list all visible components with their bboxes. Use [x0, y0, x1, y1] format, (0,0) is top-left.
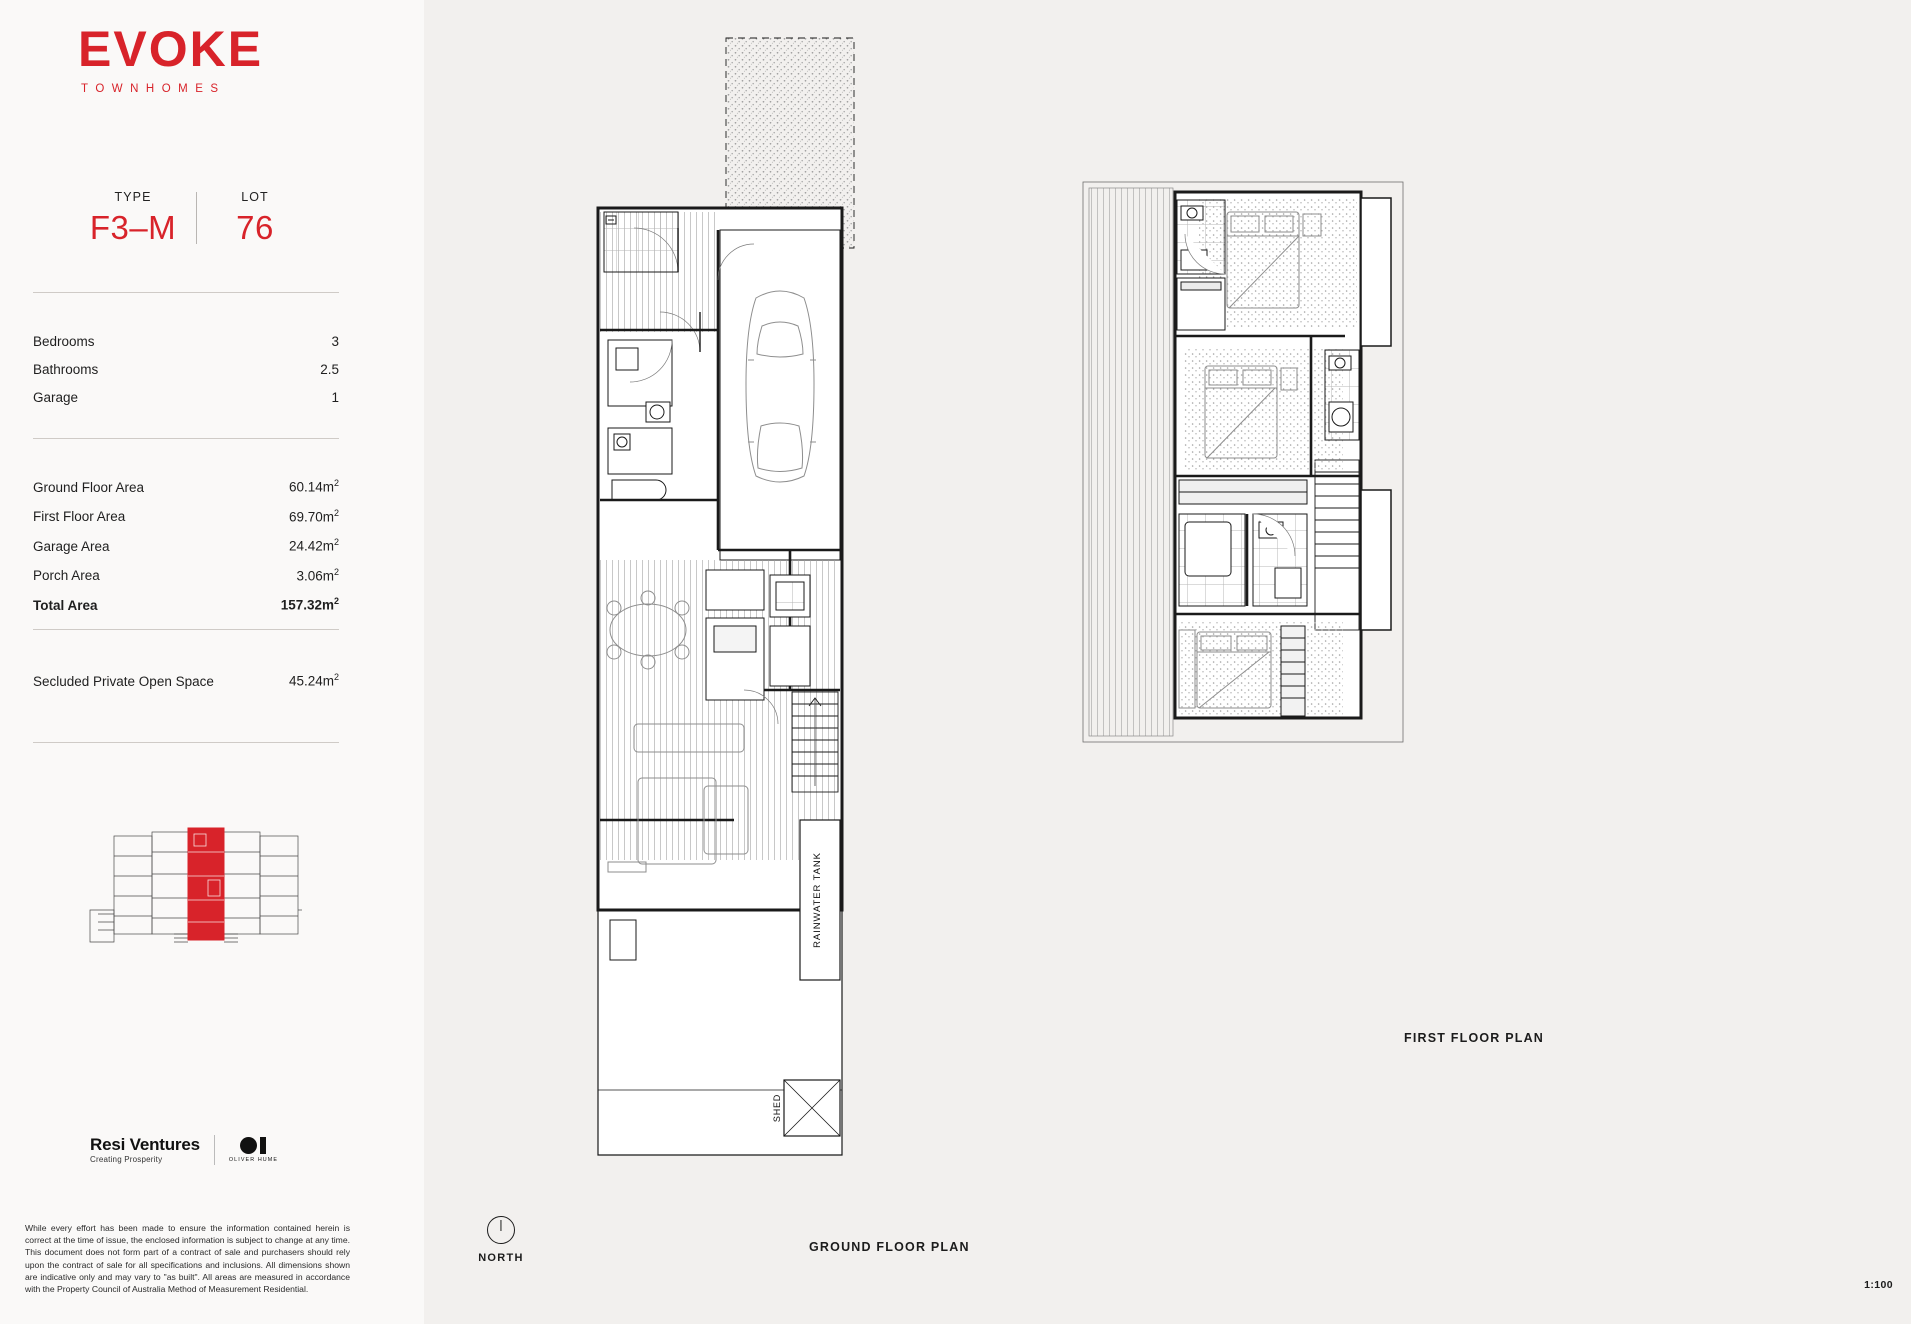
oliver-hume-logo — [229, 1137, 278, 1163]
spec-value: 2.5 — [320, 362, 339, 377]
area-row — [33, 537, 339, 554]
scale-label: 1:100 — [1864, 1279, 1893, 1291]
area-value: $24.42m^2$ — [288, 537, 339, 554]
divider-1 — [33, 292, 339, 293]
first-floor-plan-drawing — [1079, 170, 1409, 790]
lot-block — [205, 190, 305, 244]
partner-divider — [214, 1135, 215, 1165]
lot-value: 76 — [236, 209, 274, 246]
spec-list — [33, 334, 339, 418]
area-row — [33, 567, 339, 584]
spec-row — [33, 362, 339, 377]
oliver-hume-name: OLIVER HUME — [228, 1157, 279, 1163]
type-lot-header — [78, 190, 328, 244]
spec-label: Bedrooms — [33, 334, 95, 349]
total-area-row — [33, 596, 339, 613]
disclaimer-text: While every effort has been made to ensure the information contained herein is correct at the time of issue, the enclosed information is subject to change at any time. This document does not form part of a contract of sale and purchasers should rely upon the contract of sale for all specifications and inclusions. All dimensions shown are indicative only and may vary to "as built". All areas are measured in accordance with the Property Council of Australia Method of Measurement Residential. — [25, 1223, 350, 1295]
spec-row — [33, 334, 339, 349]
area-label: Porch Area — [33, 568, 100, 583]
open-space-row — [33, 672, 339, 689]
key-plan-diagram — [88, 818, 303, 958]
first-floor-plan-caption: FIRST FLOOR PLAN — [1404, 1031, 1545, 1045]
area-value: $60.14m^2$ — [288, 478, 339, 495]
ground-floor-plan-caption: GROUND FLOOR PLAN — [809, 1240, 970, 1254]
open-space-list — [33, 672, 339, 702]
rainwater-tank-label: RAINWATER TANK — [812, 852, 823, 948]
header-divider — [196, 192, 197, 244]
plan-area — [424, 0, 1911, 1324]
spec-label: Bathrooms — [33, 362, 99, 377]
lot-label: LOT — [241, 190, 269, 204]
total-area-label: Total Area — [33, 597, 98, 613]
divider-4 — [33, 742, 339, 743]
area-label: Ground Floor Area — [33, 479, 145, 495]
shed-label: SHED — [772, 1093, 782, 1123]
divider-3 — [33, 629, 339, 630]
type-block — [78, 190, 188, 244]
divider-2 — [33, 438, 339, 439]
north-indicator — [456, 1216, 546, 1264]
spec-value: 3 — [331, 334, 339, 349]
north-label: NORTH — [478, 1252, 524, 1264]
area-value: $69.70m^2$ — [288, 507, 339, 524]
open-space-label: Secluded Private Open Space — [33, 673, 214, 689]
spec-row — [33, 390, 339, 405]
type-label: TYPE — [114, 190, 152, 204]
area-row — [33, 508, 339, 525]
area-list — [33, 478, 339, 626]
resi-ventures-logo — [90, 1136, 200, 1164]
spec-label: Garage — [33, 390, 79, 405]
open-space-value: $45.24m^2$ — [288, 672, 339, 689]
resi-name: Resi Ventures — [90, 1134, 200, 1154]
brand-subtitle: TOWNHOMES — [81, 83, 226, 95]
evoke-logo — [78, 21, 348, 95]
area-value: $3.06m^2$ — [296, 566, 339, 583]
type-value: F3–M — [89, 209, 177, 246]
brand-name: EVOKE — [78, 21, 264, 77]
ground-floor-plan-drawing — [594, 30, 1014, 1190]
area-row — [33, 478, 339, 495]
resi-tagline: Creating Prosperity — [90, 1154, 163, 1164]
compass-icon — [487, 1216, 515, 1244]
area-label: First Floor Area — [33, 509, 126, 524]
area-label: Garage Area — [33, 538, 110, 554]
oliver-hume-mark-icon — [240, 1137, 266, 1154]
total-area-value: $157.32m^2$ — [280, 596, 339, 613]
info-sidebar — [0, 0, 424, 1324]
partner-logos — [90, 1135, 278, 1165]
spec-value: 1 — [331, 390, 339, 405]
